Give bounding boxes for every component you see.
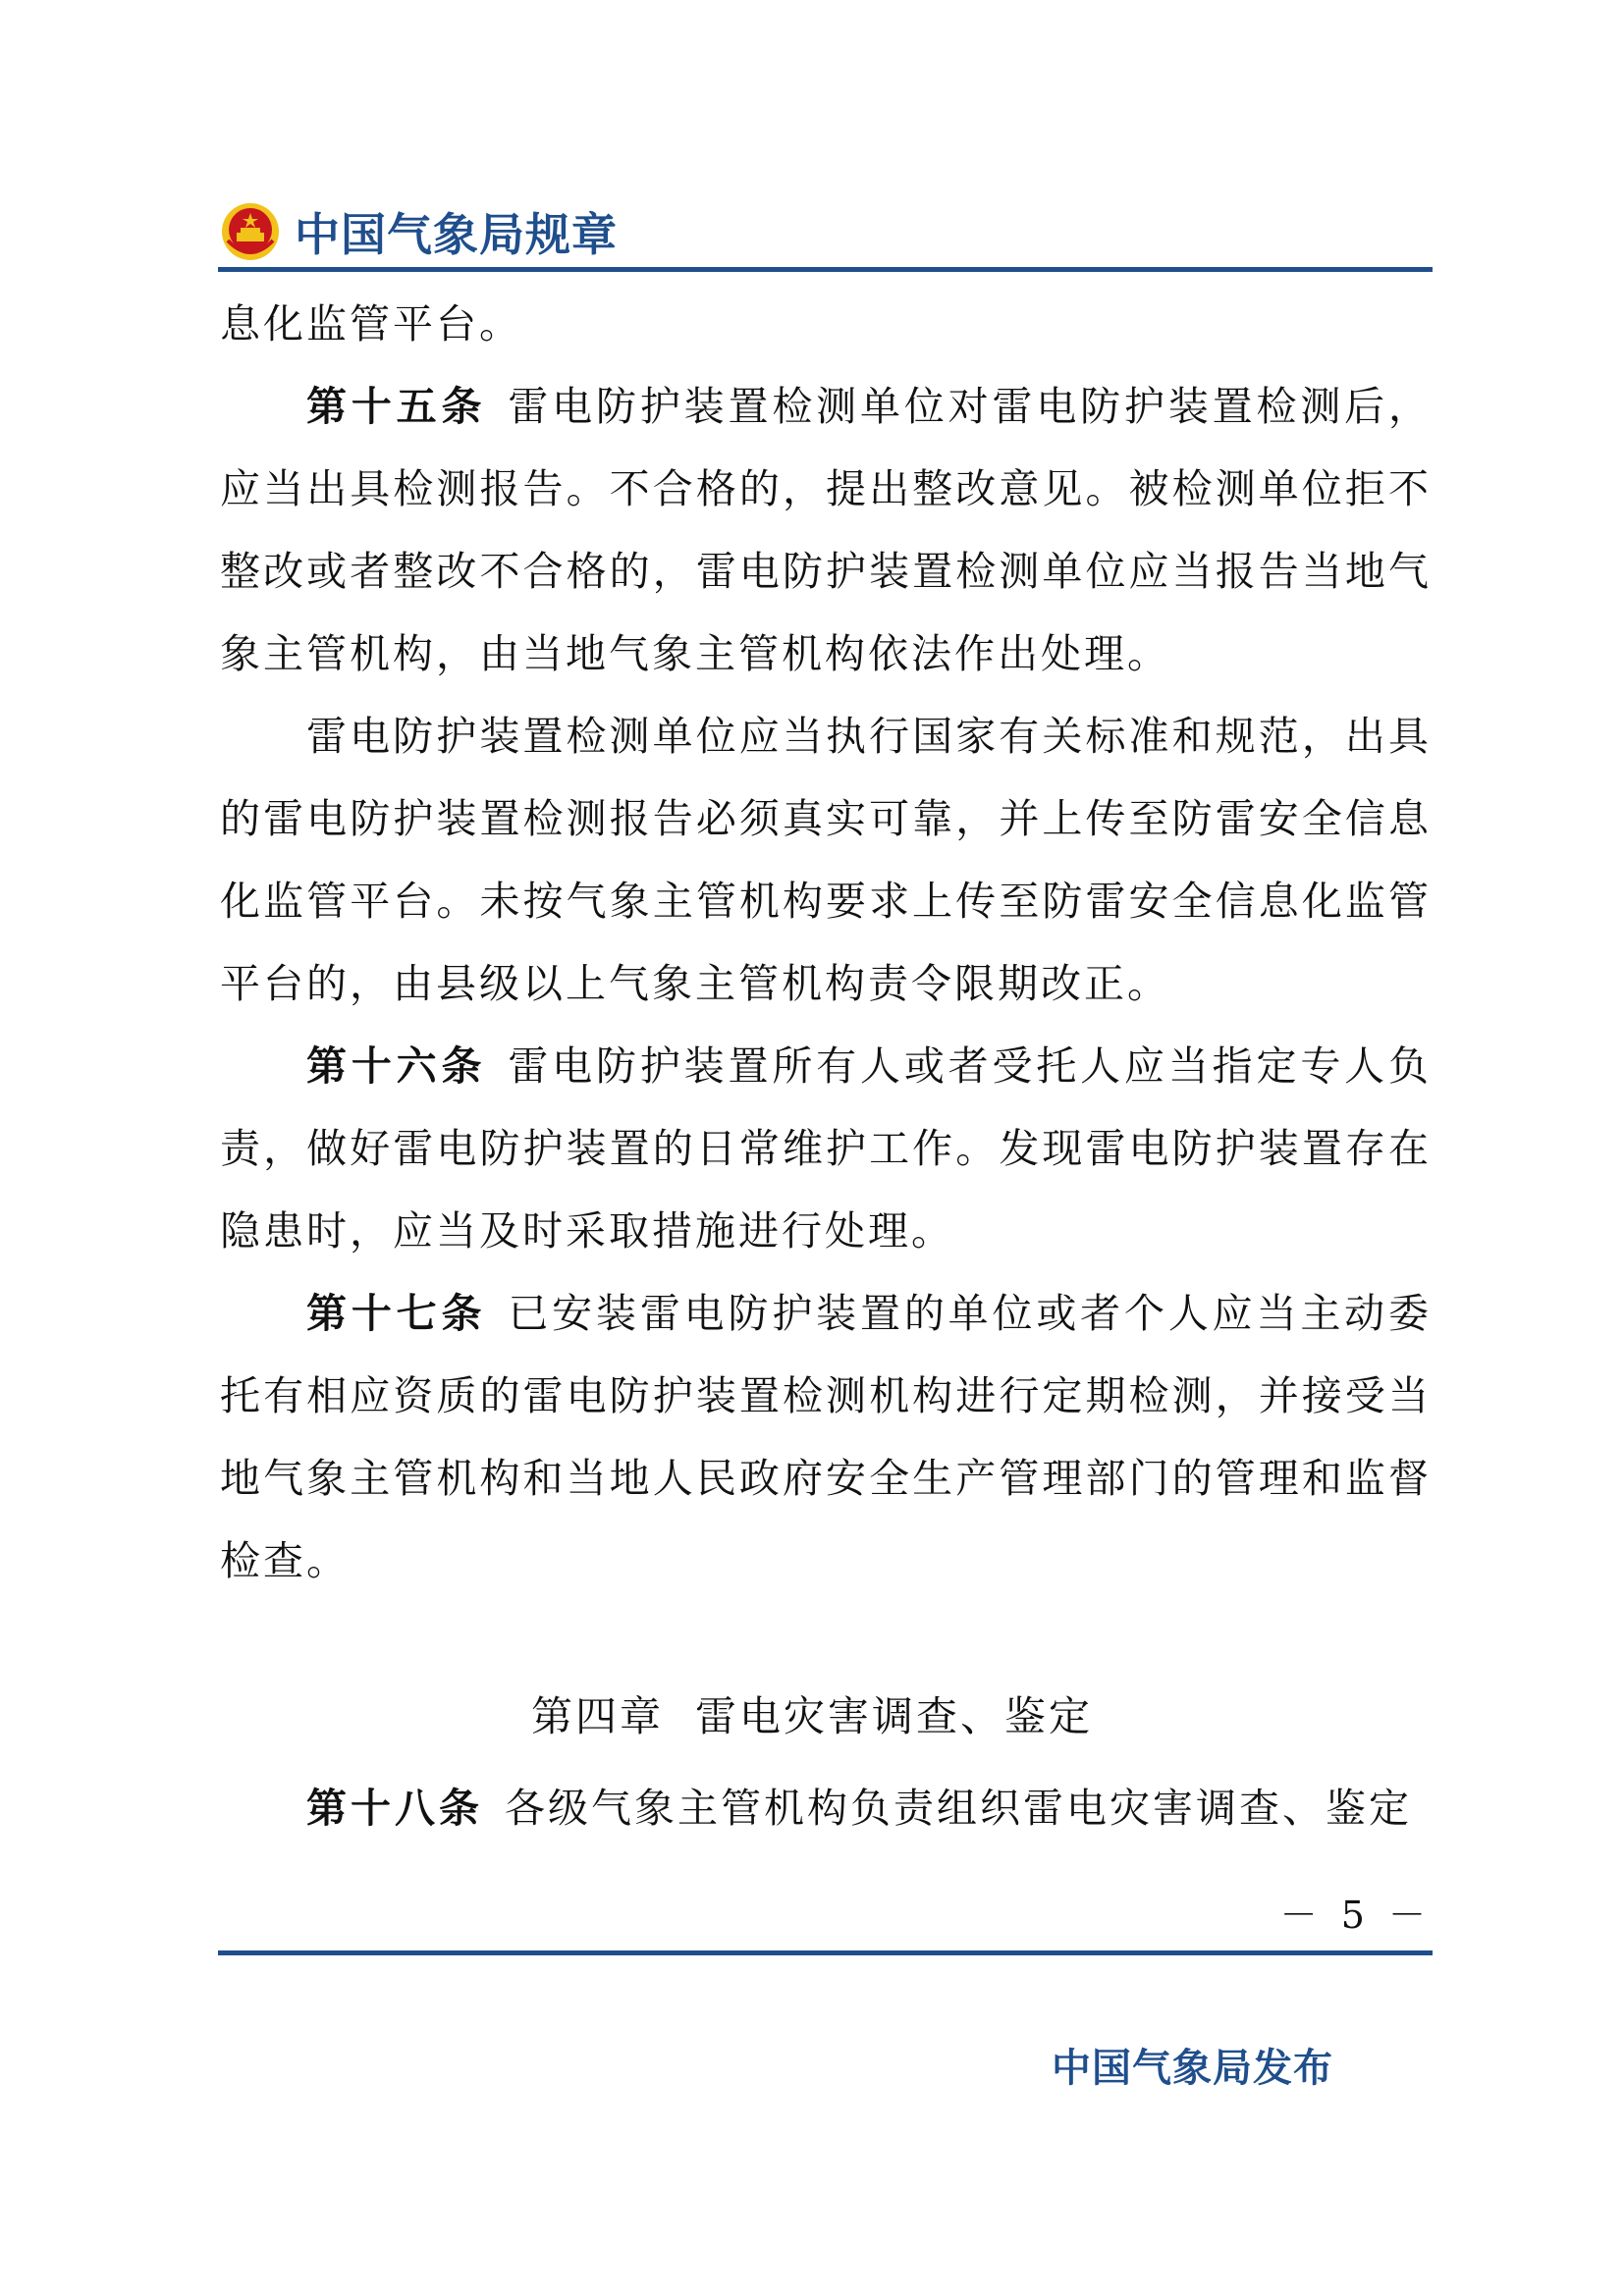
article-heading: 第十五条 <box>306 383 487 430</box>
chapter-number: 第四章 <box>530 1692 664 1740</box>
chapter-title: 雷电灾害调查、鉴定 <box>695 1692 1094 1740</box>
paragraph-text: 雷电防护装置检测单位应当执行国家有关标准和规范，出具的雷电防护装置检测报告必须真实可靠，并上传至防雷安全信息化监管平台。未按气象主管机构要求上传至防雷安全信息化监管平台的，由县级以上气象主管机构责令限期改正。 <box>220 713 1432 1007</box>
paragraph-text: 已安装雷电防护装置的单位或者个人应当主动委托有相应资质的雷电防护装置检测机构进行定期检测，并接受当地气象主管机构和当地人民政府安全生产管理部门的管理和监督检查。 <box>220 1290 1433 1584</box>
page-number: － 5 － <box>1279 1894 1432 1937</box>
paragraph-article-15-cont <box>220 695 1432 1025</box>
article-heading: 第十七条 <box>306 1290 487 1337</box>
article-heading: 第十八条 <box>306 1785 483 1832</box>
paragraph-text: 各级气象主管机构负责组织雷电灾害调查、鉴定 <box>505 1785 1412 1832</box>
header-title: 中国气象局规章 <box>295 208 618 261</box>
footer-publisher: 中国气象局发布 <box>1052 2046 1333 2091</box>
header-rule <box>218 267 1433 272</box>
paragraph-continued <box>220 283 1432 365</box>
page-header <box>220 192 618 271</box>
paragraph-text: 雷电防护装置检测单位对雷电防护装置检测后，应当出具检测报告。不合格的，提出整改意见。被检测单位拒不整改或者整改不合格的，雷电防护装置检测单位应当报告当地气象主管机构，由当地气象主管机构依法作出处理。 <box>220 383 1433 677</box>
chapter-heading <box>0 1684 1624 1743</box>
article-18 <box>220 1767 1432 1849</box>
document-body <box>220 283 1432 1602</box>
footer-rule <box>218 1950 1433 1955</box>
paragraph-text: 息化监管平台。 <box>220 300 522 347</box>
article-15 <box>220 365 1432 695</box>
article-16 <box>220 1025 1432 1272</box>
national-emblem-icon <box>220 201 281 262</box>
article-heading: 第十六条 <box>306 1042 487 1090</box>
paragraph-text: 雷电防护装置所有人或者受托人应当指定专人负责，做好雷电防护装置的日常维护工作。发现雷电防护装置存在隐患时，应当及时采取措施进行处理。 <box>220 1042 1433 1255</box>
article-17 <box>220 1272 1432 1602</box>
